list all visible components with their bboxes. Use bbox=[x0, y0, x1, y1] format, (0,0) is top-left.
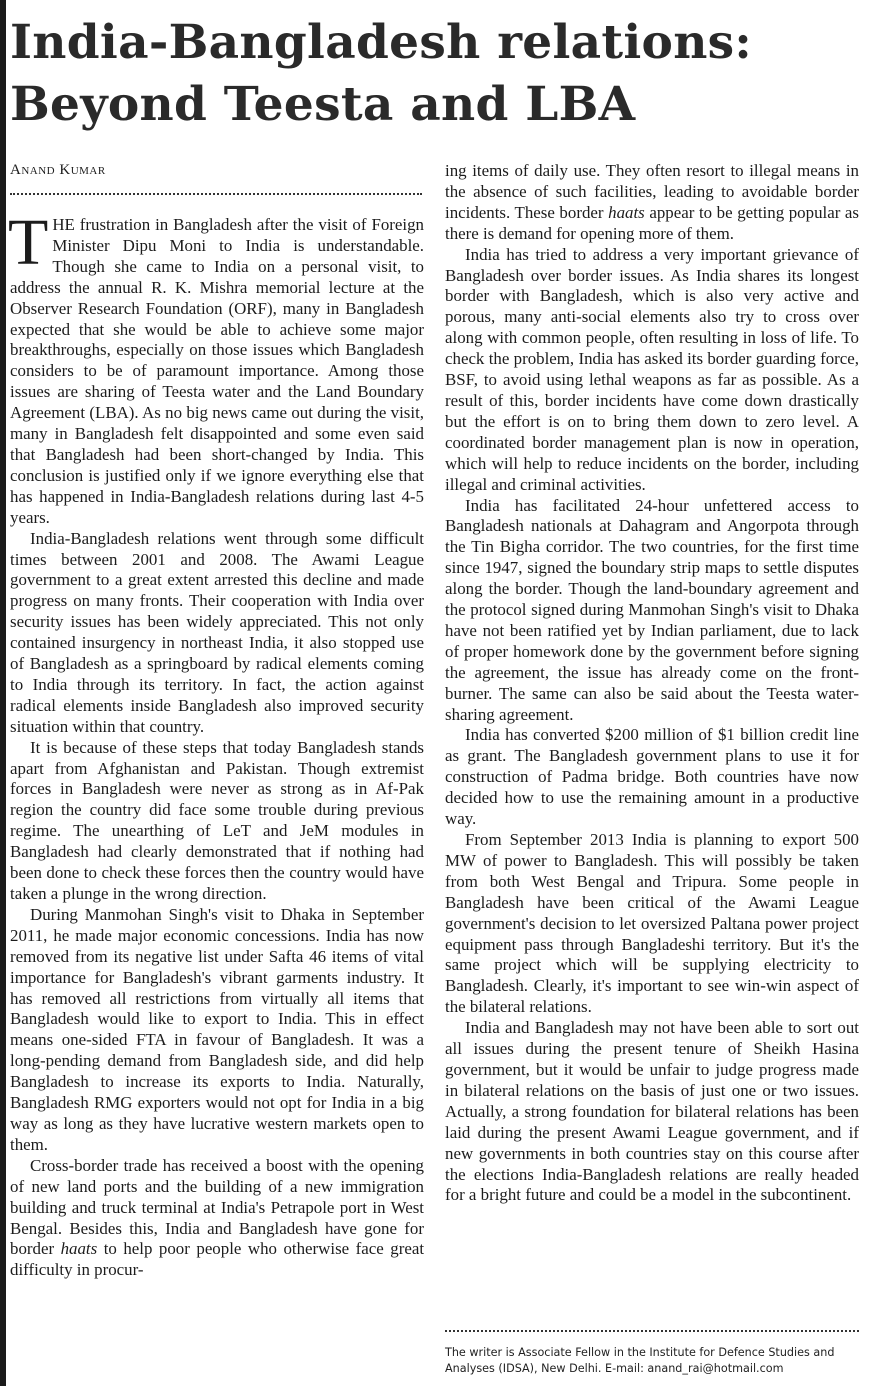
paragraph-8: India has converted $200 million of $1 billion credit line as grant. The Bangladesh government plans to use it for construction of Padma bridge. Both countries have now decided how to use the remaining amount in a productive way. bbox=[445, 725, 859, 829]
paragraph-1: THE frustration in Bangladesh after the visit of Foreign Minister Dipu Moni to India is understandable. Though she came to India on a personal visit, to address the annual R. K. Mishra memorial lecture at the Observer Research Foundation (ORF), many in Bangladesh expected that she would be able to achieve some major breakthroughs, especially on those issues which Bangladesh considers to be of paramount importance. Among those issues are sharing of Teesta water and the Land Boundary Agreement (LBA). As no big news came out during the visit, many in Bangladesh felt disappointed and some even said that Bangladesh had been short-changed by India. This conclusion is justified only if we ignore everything else that has happened in India-Bangladesh relations during last 4-5 years. bbox=[8, 206, 424, 527]
drop-cap: T bbox=[8, 206, 49, 279]
byline: Anand Kumar bbox=[10, 162, 106, 178]
paragraph-5-continued: ing items of daily use. They often resort to illegal means in the absence of such facilities, leading to avoidable border incidents. These border haats appear to be getting popular as there is demand for opening more of them. bbox=[445, 161, 860, 243]
paragraph-10: India and Bangladesh may not have been able to sort out all issues during the present tenure of Sheikh Hasina government, but it would be unfair to judge progress made in bilateral relations on the basis of just one or two issues. Actually, a strong foundation for bilateral relations has been laid during the present Awami League government, and if new governments in both countries stay on this course after the elections India-Bangladesh relations are really headed for a bright future and could be a model in the subcontinent. bbox=[445, 1018, 859, 1205]
paragraph-4: During Manmohan Singh's visit to Dhaka in September 2011, he made major economic concessions. India has now removed from its negative list under Safta 46 items of vital importance for Bangladesh's vibrant garments industry. It has removed all restrictions from virtually all items that Bangladesh would like to export to India. This in effect means one-sided FTA in favour of Bangladesh. It was a long-pending demand from Bangladesh side, and did help Bangladesh to increase its exports to India. Naturally, Bangladesh RMG exporters would not opt for India in a big way as long as they have lucrative western markets open to them. bbox=[10, 904, 424, 1154]
article-column-left bbox=[8, 206, 425, 1281]
paragraph-3: It is because of these steps that today Bangladesh stands apart from Afghanistan and Pakistan. Though extremist forces in Bangladesh were never as strong as in Af-Pak region the country did face some trouble during previous regime. The unearthing of LeT and JeM modules in Bangladesh had clearly demonstrated that if nothing had been done to check these forces then the country would have taken a plunge in the wrong direction. bbox=[10, 737, 424, 903]
paragraph-9: From September 2013 India is planning to export 500 MW of power to Bangladesh. This will possibly be taken from both West Bengal and Tripura. Some people in Bangladesh have been critical of the Awami League government's decision to let oversized Paltana power project equipment pass through Bangladeshi territory. But it's the same project which will be supplying electricity to Bangladesh. Clearly, it's important to see win-win aspect of the bilateral relations. bbox=[445, 830, 859, 1017]
footer-divider bbox=[445, 1330, 859, 1332]
paragraph-7: India has facilitated 24-hour unfettered access to Bangladesh nationals at Dahagram and Angorpota through the Tin Bigha corridor. The two countries, for the first time since 1947, signed the boundary strip maps to settle disputes along the border. Though the land-boundary agreement and the protocol signed during Manmohan Singh's visit to Dhaka have not been ratified yet by Indian parliament, due to lack of proper homework done by the government before signing the agreement, the issue has already come on the front-burner. The same can also be said about the Teesta water-sharing agreement. bbox=[445, 495, 859, 724]
author-note: The writer is Associate Fellow in the Institute for Defence Studies and Analyses (IDSA), New Delhi. E-mail: anand_rai@hotmail.com bbox=[445, 1346, 835, 1375]
headline-line-2: Beyond Teesta and LBA bbox=[10, 77, 636, 132]
headline-line-1: India-Bangladesh relations: bbox=[10, 15, 753, 70]
paragraph-2: India-Bangladesh relations went through some difficult times between 2001 and 2008. The Awami League government to a great extent arrested this decline and made progress on many fronts. Their cooperation with India over security issues has been widely appreciated. This not only contained insurgency in northeast India, it also stopped use of Bangladesh as a springboard by radical elements coming to India through its territory. In fact, the action against radical elements inside Bangladesh also improved security situation within that country. bbox=[10, 528, 424, 736]
paragraph-5: Cross-border trade has received a boost with the opening of new land ports and the building of a new immigration building and truck terminal at India's Petrapole port in West Bengal. Besides this, India and Bangladesh have gone for border haats to help poor people who otherwise face great difficulty in procur- bbox=[10, 1155, 425, 1280]
paragraph-6: India has tried to address a very important grievance of Bangladesh over border issues. As India shares its longest border with Bangladesh, which is also very active and porous, many anti-social elements also try to cross over along with common people, often resulting in loss of life. To check the problem, India has asked its border guarding force, BSF, to avoid using lethal weapons as far as possible. As a result of this, border incidents have come down drastically but the effort is on to bring them down to zero level. A coordinated border management plan is now in operation, which will help to reduce incidents on the border, including illegal and criminal activities. bbox=[445, 244, 859, 494]
headline bbox=[10, 12, 860, 136]
page-edge-bar bbox=[0, 0, 6, 1386]
byline-divider bbox=[10, 193, 422, 195]
article-column-right bbox=[445, 161, 859, 1206]
